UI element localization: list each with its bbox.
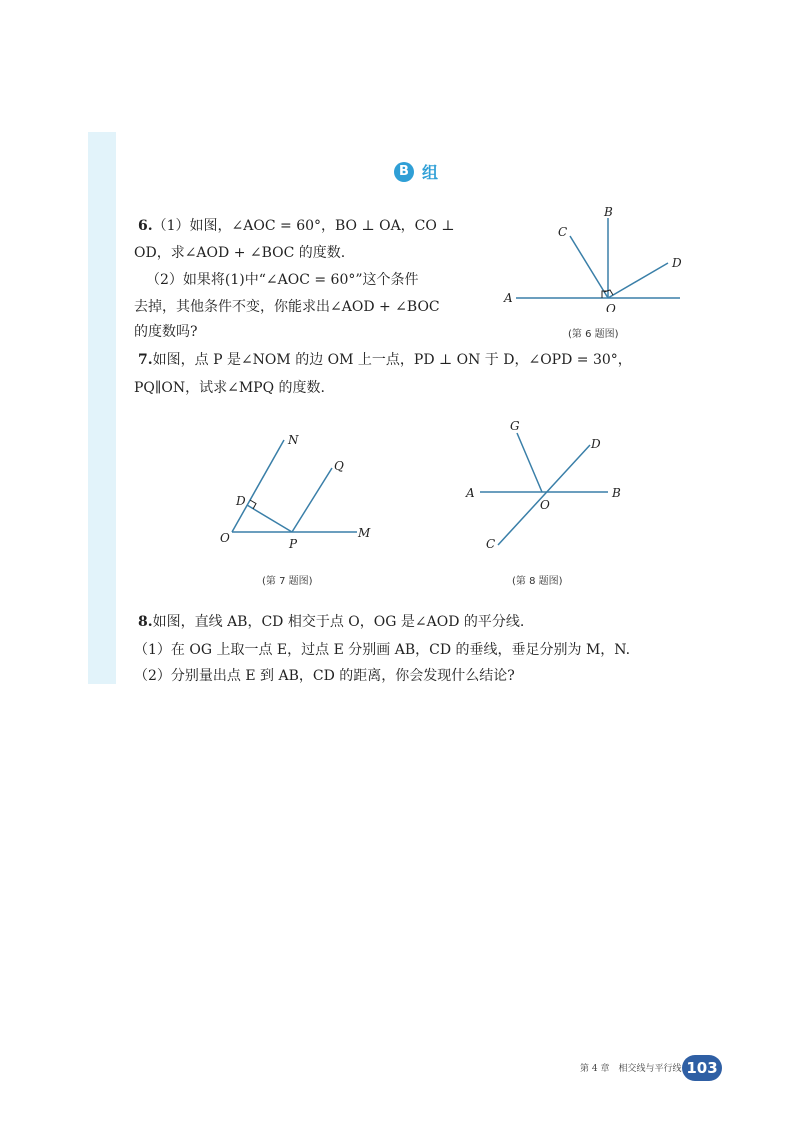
label-D: D: [591, 437, 601, 451]
line-CD: [498, 445, 590, 545]
label-C: C: [558, 225, 568, 239]
q8-line-3: （2）分别量出点 E 到 AB，CD 的距离，你会发现什么结论?: [134, 668, 515, 684]
label-M: M: [358, 526, 371, 540]
caption-q6: (第 6 题图): [568, 329, 619, 340]
label-O: O: [220, 531, 230, 545]
label-D: D: [672, 256, 682, 270]
ray-ON: [232, 440, 284, 532]
q8-line-2: （1）在 OG 上取一点 E，过点 E 分别画 AB，CD 的垂线，垂足分别为 M，N.: [134, 642, 631, 658]
q6-line-3: （2）如果将(1)中“∠AOC = 60°”这个条件: [146, 272, 419, 288]
label-O: O: [606, 302, 616, 312]
caption-q8: (第 8 题图): [512, 576, 563, 587]
label-G: G: [510, 419, 520, 433]
q6-number: 6.: [138, 218, 153, 234]
ray-PQ: [292, 468, 332, 532]
label-C: C: [486, 537, 496, 551]
side-bar-decoration: [88, 132, 116, 684]
label-A: A: [504, 291, 513, 305]
segment-PD: [247, 505, 292, 532]
section-title: [394, 160, 438, 183]
label-Q: Q: [334, 459, 344, 473]
q6-line-1: [138, 216, 455, 236]
figure-q7: [212, 428, 382, 556]
label-N: N: [288, 433, 299, 447]
label-B: B: [612, 486, 621, 500]
label-A: A: [466, 486, 475, 500]
q8-number: 8.: [138, 614, 153, 630]
label-O: O: [540, 498, 550, 512]
group-b-badge: B: [394, 162, 414, 182]
q7-number: 7.: [138, 352, 153, 368]
q7-line-1: [138, 350, 632, 370]
figure-q6: [500, 200, 700, 312]
q7-line-2: PQ∥ON，试求∠MPQ 的度数.: [134, 380, 325, 396]
q8-line-1: [138, 612, 524, 632]
group-label: 组: [422, 163, 439, 182]
page-number: 103: [682, 1055, 722, 1081]
ray-OG: [517, 433, 542, 492]
caption-q7: (第 7 题图): [262, 576, 313, 587]
q7-text-1: 如图，点 P 是∠NOM 的边 OM 上一点，PD ⊥ ON 于 D，∠OPD = 30°，: [152, 352, 632, 368]
ray-OD: [608, 263, 668, 298]
q6-line-2: OD，求∠AOD + ∠BOC 的度数.: [134, 245, 346, 261]
footer-chapter: 第 4 章 相交线与平行线: [580, 1064, 682, 1074]
q6-line-5: 的度数吗?: [134, 324, 198, 340]
label-P: P: [289, 537, 298, 551]
q6-line-4: 去掉，其他条件不变，你能求出∠AOD + ∠BOC: [134, 299, 440, 315]
q8-text-1: 如图，直线 AB，CD 相交于点 O，OG 是∠AOD 的平分线.: [152, 614, 525, 630]
label-D: D: [236, 494, 246, 508]
label-B: B: [604, 205, 613, 219]
figure-q8: [460, 415, 640, 555]
q6-text-1: （1）如图，∠AOC = 60°，BO ⊥ OA，CO ⊥: [152, 218, 455, 234]
ray-OC: [570, 236, 608, 298]
